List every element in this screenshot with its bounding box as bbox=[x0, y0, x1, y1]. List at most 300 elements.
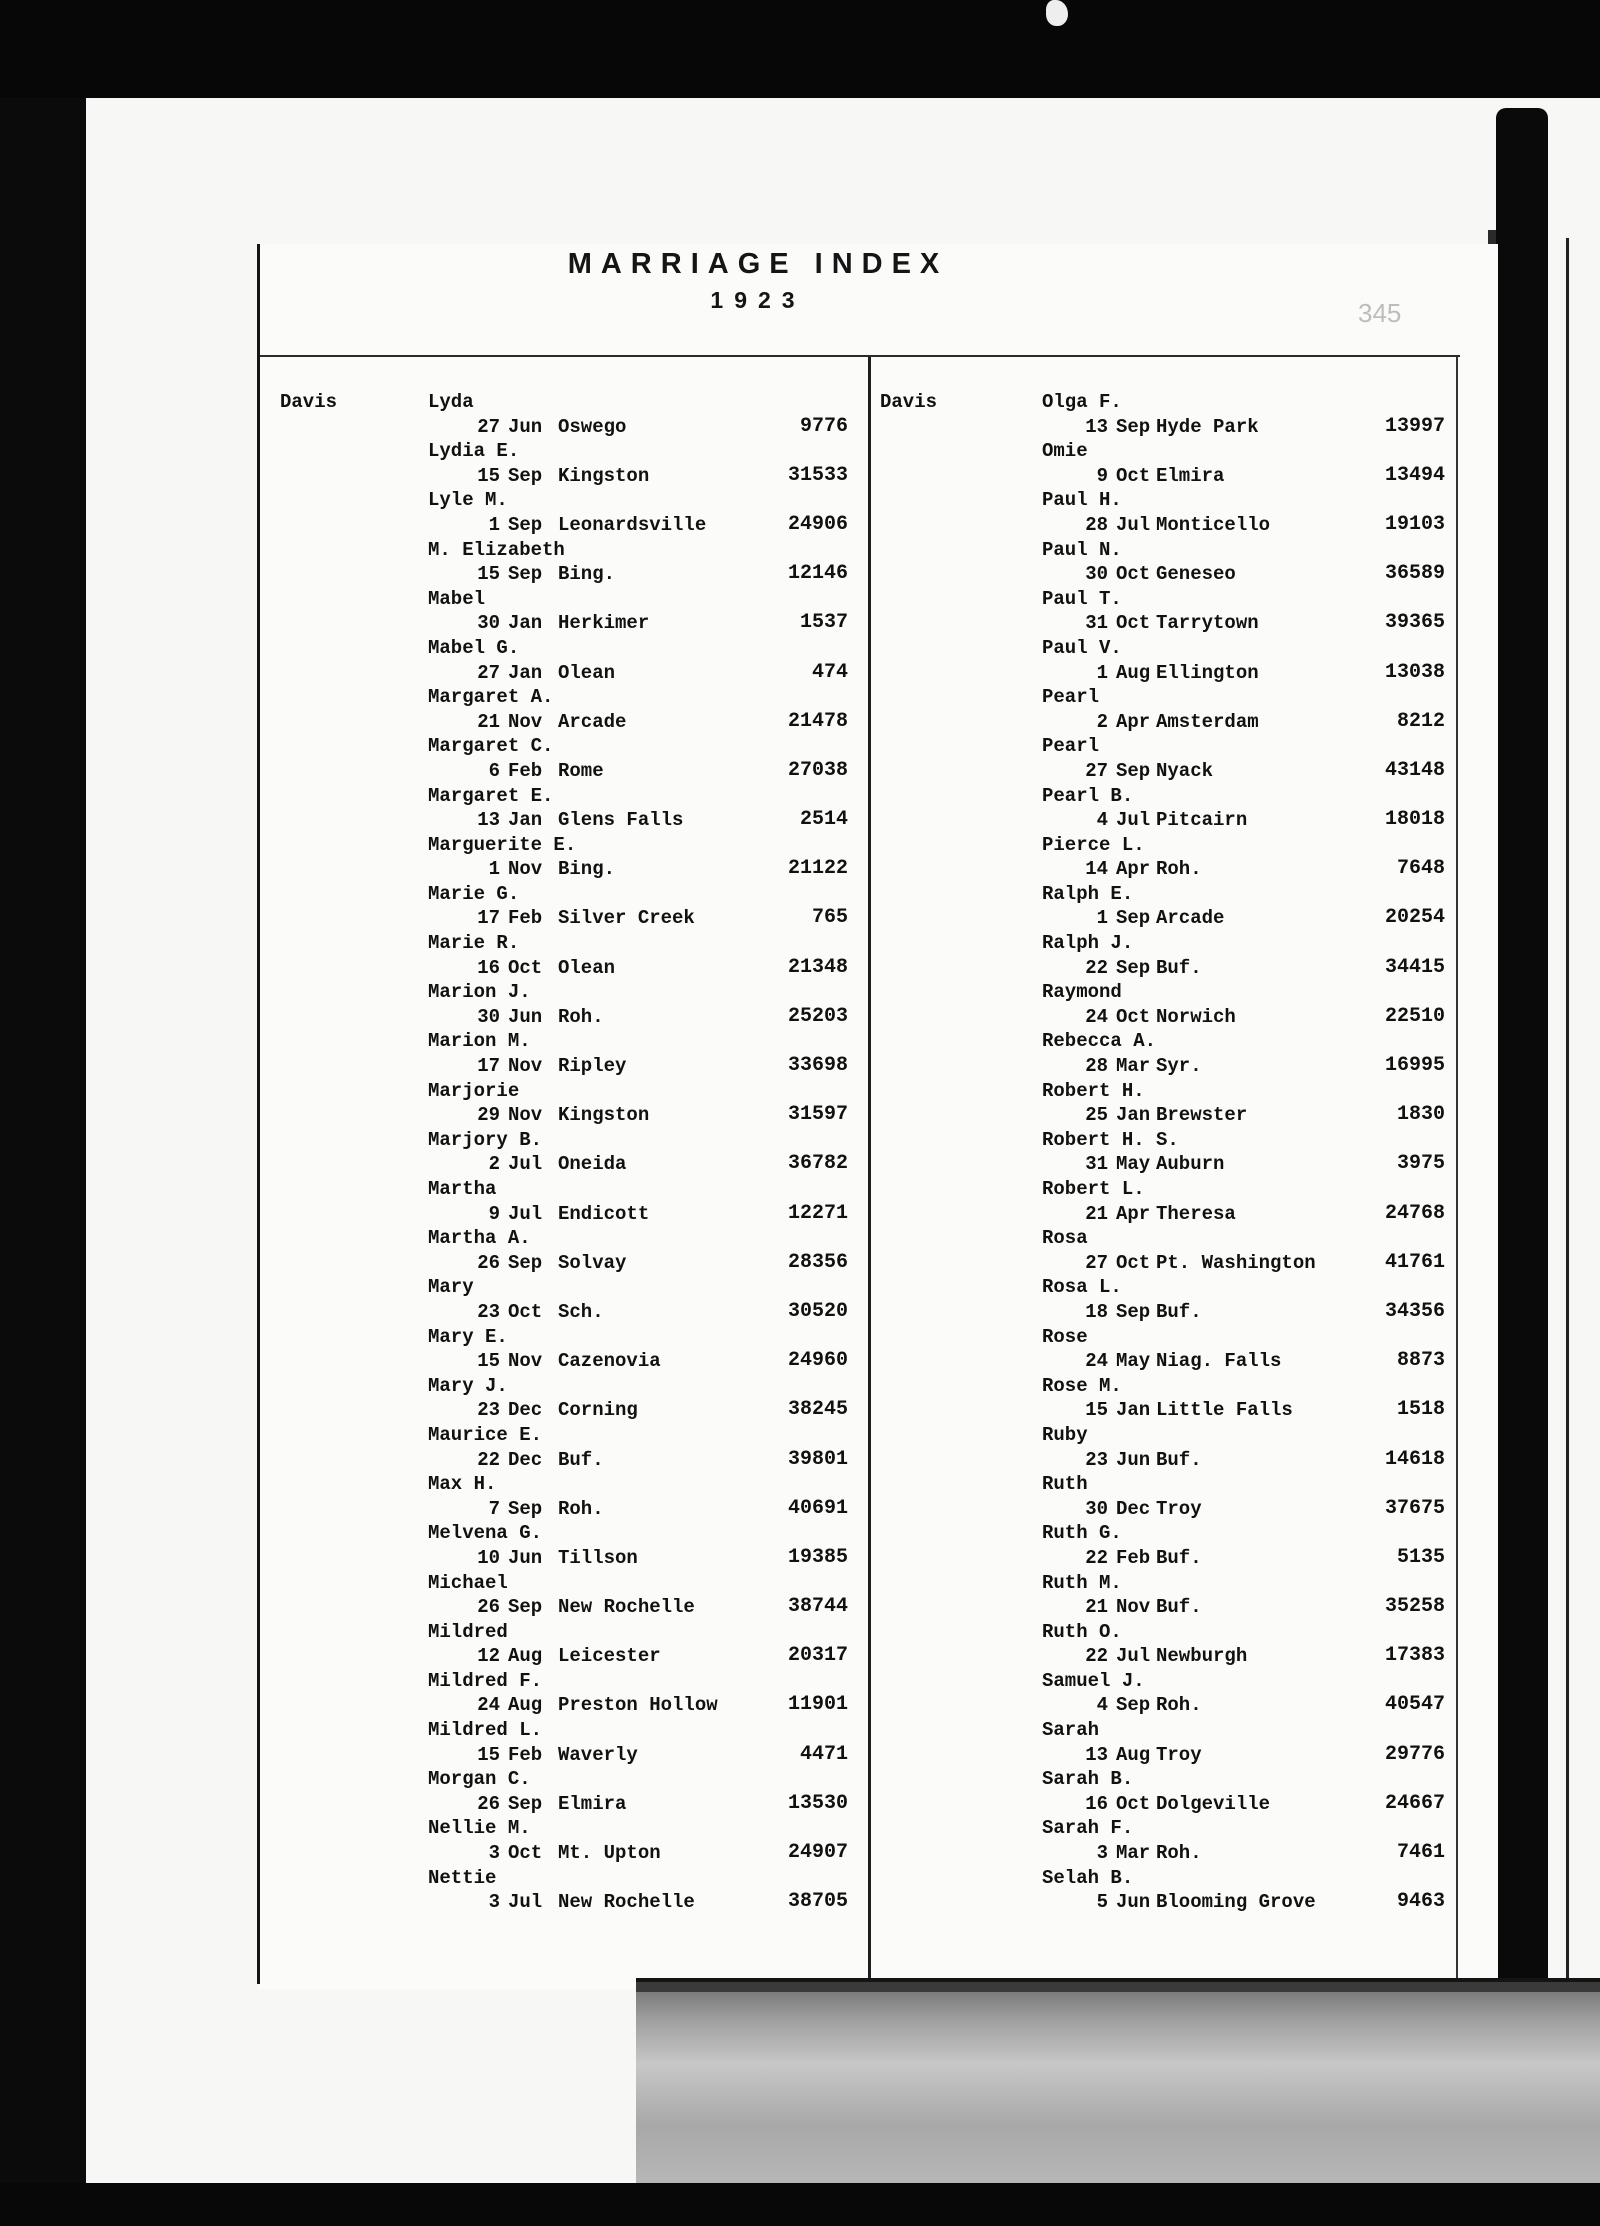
entry-name-line bbox=[870, 1226, 1460, 1251]
certificate-number: 29776 bbox=[1384, 1742, 1445, 1766]
marriage-month: Oct bbox=[508, 1842, 543, 1865]
header-rule bbox=[260, 355, 1460, 357]
given-name: Rebecca A. bbox=[1042, 1030, 1157, 1053]
marriage-day: 21 bbox=[1085, 1202, 1108, 1225]
entry-detail-line bbox=[870, 1792, 1460, 1817]
marriage-place: Oswego bbox=[558, 415, 627, 438]
scan-border-bottom bbox=[0, 2183, 1600, 2226]
entry-name-line bbox=[870, 1767, 1460, 1792]
entry-name-line bbox=[870, 1275, 1460, 1300]
entry-detail-line bbox=[258, 464, 868, 489]
certificate-number: 12271 bbox=[787, 1201, 848, 1225]
entry-detail-line bbox=[258, 808, 868, 833]
entry-name-line bbox=[870, 1620, 1460, 1645]
entry-name-line bbox=[870, 784, 1460, 809]
scan-smudge bbox=[1046, 0, 1068, 26]
given-name: Mildred L. bbox=[428, 1719, 543, 1742]
entry-detail-line bbox=[258, 1595, 868, 1620]
given-name: Margaret E. bbox=[428, 784, 554, 807]
entry-detail-line bbox=[870, 1349, 1460, 1374]
given-name: Mary J. bbox=[428, 1374, 508, 1397]
certificate-number: 9776 bbox=[799, 414, 848, 438]
given-name: Sarah bbox=[1042, 1719, 1100, 1742]
marriage-month: Jun bbox=[508, 1005, 543, 1028]
entry-detail-line bbox=[870, 1103, 1460, 1128]
marriage-place: Niag. Falls bbox=[1156, 1350, 1282, 1373]
marriage-month: Nov bbox=[508, 1055, 543, 1078]
binding-bar bbox=[1496, 108, 1548, 1978]
marriage-day: 22 bbox=[1085, 956, 1108, 979]
marriage-place: Buf. bbox=[1156, 1596, 1202, 1619]
given-name: Lyda bbox=[428, 391, 474, 413]
given-name: Ralph J. bbox=[1042, 932, 1134, 955]
marriage-day: 5 bbox=[1096, 1891, 1108, 1914]
marriage-month: Jan bbox=[508, 809, 543, 832]
certificate-number: 19385 bbox=[787, 1545, 848, 1569]
marriage-place: Bing. bbox=[558, 858, 616, 881]
marriage-place: Silver Creek bbox=[558, 907, 695, 930]
given-name: Michael bbox=[428, 1571, 508, 1594]
marriage-day: 23 bbox=[477, 1399, 500, 1422]
marriage-month: Apr bbox=[1116, 1202, 1151, 1225]
marriage-day: 24 bbox=[1085, 1350, 1108, 1373]
entry-detail-line bbox=[870, 710, 1460, 735]
entry-detail-line bbox=[870, 759, 1460, 784]
entry-name-line bbox=[870, 1669, 1460, 1694]
entry-detail-line bbox=[870, 415, 1460, 440]
marriage-day: 3 bbox=[488, 1842, 500, 1865]
surname-label: Davis bbox=[880, 391, 938, 413]
marriage-month: Jun bbox=[508, 1546, 543, 1569]
marriage-month: Jan bbox=[1116, 1104, 1151, 1127]
certificate-number: 1518 bbox=[1396, 1398, 1445, 1422]
marriage-day: 24 bbox=[1085, 1005, 1108, 1028]
entry-name-line bbox=[258, 636, 868, 661]
marriage-month: Nov bbox=[508, 1350, 543, 1373]
marriage-place: Syr. bbox=[1156, 1055, 1202, 1078]
given-name: Pearl B. bbox=[1042, 784, 1134, 807]
given-name: Lyle M. bbox=[428, 489, 508, 512]
marriage-month: Nov bbox=[508, 858, 543, 881]
marriage-month: Sep bbox=[1116, 956, 1151, 979]
scan-border-top bbox=[0, 0, 1600, 98]
given-name: Rose bbox=[1042, 1325, 1088, 1348]
certificate-number: 31533 bbox=[787, 463, 848, 487]
given-name: Mary bbox=[428, 1276, 474, 1299]
marriage-day: 4 bbox=[1096, 1694, 1108, 1717]
marriage-day: 16 bbox=[1085, 1792, 1108, 1815]
marriage-place: Ellington bbox=[1156, 661, 1259, 684]
marriage-month: Nov bbox=[508, 1104, 543, 1127]
marriage-day: 15 bbox=[477, 1743, 500, 1766]
given-name: Lydia E. bbox=[428, 440, 520, 463]
entry-name-line bbox=[870, 439, 1460, 464]
entry-name-line bbox=[870, 587, 1460, 612]
entry-name-line bbox=[258, 390, 868, 415]
certificate-number: 14618 bbox=[1384, 1447, 1445, 1471]
given-name: Martha A. bbox=[428, 1227, 531, 1250]
entry-name-line bbox=[870, 1029, 1460, 1054]
entry-name-line bbox=[258, 1816, 868, 1841]
marriage-place: Roh. bbox=[558, 1005, 604, 1028]
certificate-number: 24667 bbox=[1384, 1791, 1445, 1815]
entry-name-line bbox=[258, 931, 868, 956]
certificate-number: 1830 bbox=[1396, 1103, 1445, 1127]
given-name: Ruby bbox=[1042, 1423, 1088, 1446]
given-name: Samuel J. bbox=[1042, 1669, 1145, 1692]
entry-detail-line bbox=[258, 857, 868, 882]
marriage-place: Preston Hollow bbox=[558, 1694, 718, 1717]
marriage-place: Herkimer bbox=[558, 612, 650, 635]
entry-name-line bbox=[870, 488, 1460, 513]
given-name: Ruth bbox=[1042, 1473, 1088, 1496]
marriage-month: Jan bbox=[508, 612, 543, 635]
entry-detail-line bbox=[258, 1202, 868, 1227]
marriage-day: 12 bbox=[477, 1645, 500, 1668]
marriage-day: 21 bbox=[477, 710, 500, 733]
marriage-day: 31 bbox=[1085, 612, 1108, 635]
entry-detail-line bbox=[870, 1251, 1460, 1276]
given-name: Omie bbox=[1042, 440, 1088, 463]
marriage-day: 23 bbox=[477, 1300, 500, 1323]
marriage-day: 1 bbox=[1096, 661, 1108, 684]
marriage-place: Buf. bbox=[1156, 1448, 1202, 1471]
entry-detail-line bbox=[870, 562, 1460, 587]
marriage-month: Sep bbox=[508, 1251, 543, 1274]
marriage-place: Buf. bbox=[1156, 1300, 1202, 1323]
marriage-place: Leicester bbox=[558, 1645, 661, 1668]
marriage-day: 27 bbox=[477, 661, 500, 684]
marriage-month: Sep bbox=[508, 1792, 543, 1815]
given-name: Mildred F. bbox=[428, 1669, 543, 1692]
certificate-number: 34415 bbox=[1384, 955, 1445, 979]
entry-detail-line bbox=[870, 1546, 1460, 1571]
marriage-month: Jul bbox=[1116, 809, 1151, 832]
entry-name-line bbox=[258, 439, 868, 464]
marriage-month: Sep bbox=[1116, 907, 1151, 930]
entry-name-line bbox=[870, 1423, 1460, 1448]
entry-detail-line bbox=[870, 513, 1460, 538]
marriage-place: Nyack bbox=[1156, 759, 1214, 782]
marriage-month: Jul bbox=[1116, 1645, 1151, 1668]
marriage-month: Sep bbox=[508, 1497, 543, 1520]
given-name: Morgan C. bbox=[428, 1768, 531, 1791]
marriage-day: 31 bbox=[1085, 1153, 1108, 1176]
certificate-number: 7461 bbox=[1396, 1841, 1445, 1865]
entry-name-line bbox=[870, 1521, 1460, 1546]
marriage-place: Mt. Upton bbox=[558, 1842, 661, 1865]
marriage-place: Arcade bbox=[1156, 907, 1225, 930]
entry-name-line bbox=[870, 1177, 1460, 1202]
marriage-day: 1 bbox=[488, 858, 500, 881]
marriage-day: 13 bbox=[477, 809, 500, 832]
entry-detail-line bbox=[258, 1841, 868, 1866]
marriage-place: Rome bbox=[558, 759, 604, 782]
marriage-place: Arcade bbox=[558, 710, 627, 733]
entry-name-line bbox=[258, 1718, 868, 1743]
given-name: Maurice E. bbox=[428, 1423, 543, 1446]
marriage-day: 28 bbox=[1085, 1055, 1108, 1078]
entry-detail-line bbox=[258, 1054, 868, 1079]
marriage-day: 30 bbox=[1085, 1497, 1108, 1520]
certificate-number: 11901 bbox=[787, 1693, 848, 1717]
marriage-place: Roh. bbox=[1156, 858, 1202, 881]
entry-name-line bbox=[258, 1472, 868, 1497]
given-name: Pierce L. bbox=[1042, 833, 1145, 856]
given-name: Mabel bbox=[428, 587, 486, 610]
marriage-month: Jun bbox=[508, 415, 543, 438]
marriage-place: Buf. bbox=[1156, 956, 1202, 979]
marriage-month: Jan bbox=[508, 661, 543, 684]
entry-detail-line bbox=[258, 1398, 868, 1423]
certificate-number: 39801 bbox=[787, 1447, 848, 1471]
entry-name-line bbox=[258, 488, 868, 513]
entry-name-line bbox=[870, 390, 1460, 415]
marriage-place: Blooming Grove bbox=[1156, 1891, 1316, 1914]
marriage-month: Oct bbox=[1116, 1251, 1151, 1274]
marriage-month: Sep bbox=[1116, 415, 1151, 438]
given-name: Ruth M. bbox=[1042, 1571, 1122, 1594]
certificate-number: 2514 bbox=[799, 808, 848, 832]
given-name: Marjorie bbox=[428, 1079, 520, 1102]
entry-name-line bbox=[870, 1571, 1460, 1596]
marriage-day: 27 bbox=[1085, 759, 1108, 782]
given-name: Ruth O. bbox=[1042, 1620, 1122, 1643]
marriage-month: Aug bbox=[508, 1694, 543, 1717]
marriage-place: Corning bbox=[558, 1399, 638, 1422]
entry-detail-line bbox=[258, 1005, 868, 1030]
certificate-number: 40691 bbox=[787, 1496, 848, 1520]
given-name: Marie R. bbox=[428, 932, 520, 955]
entry-name-line bbox=[258, 1669, 868, 1694]
certificate-number: 24906 bbox=[787, 512, 848, 536]
entry-detail-line bbox=[258, 1448, 868, 1473]
given-name: Robert H. S. bbox=[1042, 1128, 1179, 1151]
marriage-place: Geneseo bbox=[1156, 563, 1236, 586]
marriage-place: Monticello bbox=[1156, 513, 1271, 536]
entry-name-line bbox=[258, 1226, 868, 1251]
marriage-day: 21 bbox=[1085, 1596, 1108, 1619]
marriage-day: 2 bbox=[1096, 710, 1108, 733]
entry-detail-line bbox=[258, 513, 868, 538]
marriage-day: 30 bbox=[477, 1005, 500, 1028]
marriage-place: Leonardsville bbox=[558, 513, 707, 536]
marriage-place: Pt. Washington bbox=[1156, 1251, 1316, 1274]
marriage-day: 3 bbox=[1096, 1842, 1108, 1865]
marriage-month: May bbox=[1116, 1350, 1151, 1373]
marriage-month: Mar bbox=[1116, 1842, 1151, 1865]
entry-name-line bbox=[870, 734, 1460, 759]
given-name: Marjory B. bbox=[428, 1128, 543, 1151]
certificate-number: 4471 bbox=[799, 1742, 848, 1766]
marriage-day: 26 bbox=[477, 1596, 500, 1619]
certificate-number: 1537 bbox=[799, 611, 848, 635]
given-name: Mildred bbox=[428, 1620, 508, 1643]
marriage-month: May bbox=[1116, 1153, 1151, 1176]
marriage-place: Buf. bbox=[558, 1448, 604, 1471]
marriage-month: Oct bbox=[1116, 1792, 1151, 1815]
given-name: Melvena G. bbox=[428, 1522, 543, 1545]
marriage-place: Cazenovia bbox=[558, 1350, 661, 1373]
given-name: Rosa bbox=[1042, 1227, 1088, 1250]
certificate-number: 24768 bbox=[1384, 1201, 1445, 1225]
marriage-day: 17 bbox=[477, 1055, 500, 1078]
entry-name-line bbox=[258, 1767, 868, 1792]
certificate-number: 474 bbox=[811, 660, 848, 684]
entry-detail-line bbox=[870, 1054, 1460, 1079]
entry-name-line bbox=[870, 1816, 1460, 1841]
certificate-number: 25203 bbox=[787, 1004, 848, 1028]
certificate-number: 19103 bbox=[1384, 512, 1445, 536]
given-name: Marguerite E. bbox=[428, 833, 577, 856]
left-entries bbox=[258, 390, 868, 1915]
entry-name-line bbox=[870, 882, 1460, 907]
entry-name-line bbox=[258, 1423, 868, 1448]
entry-name-line bbox=[258, 587, 868, 612]
entry-detail-line bbox=[258, 1300, 868, 1325]
marriage-day: 17 bbox=[477, 907, 500, 930]
marriage-month: Dec bbox=[508, 1448, 543, 1471]
entry-name-line bbox=[258, 833, 868, 858]
certificate-number: 37675 bbox=[1384, 1496, 1445, 1520]
marriage-place: Kingston bbox=[558, 464, 650, 487]
certificate-number: 34356 bbox=[1384, 1299, 1445, 1323]
certificate-number: 24960 bbox=[787, 1349, 848, 1373]
entry-name-line bbox=[258, 1571, 868, 1596]
entry-name-line bbox=[258, 1177, 868, 1202]
entry-detail-line bbox=[870, 1644, 1460, 1669]
marriage-month: Jun bbox=[1116, 1448, 1151, 1471]
certificate-number: 43148 bbox=[1384, 758, 1445, 782]
marriage-month: Sep bbox=[1116, 1694, 1151, 1717]
marriage-day: 25 bbox=[1085, 1104, 1108, 1127]
given-name: Olga F. bbox=[1042, 391, 1122, 413]
entry-detail-line bbox=[258, 759, 868, 784]
given-name: Paul T. bbox=[1042, 587, 1122, 610]
marriage-place: Troy bbox=[1156, 1497, 1202, 1520]
right-entries bbox=[870, 390, 1460, 1915]
marriage-day: 30 bbox=[1085, 563, 1108, 586]
certificate-number: 38705 bbox=[787, 1890, 848, 1914]
entry-detail-line bbox=[870, 906, 1460, 931]
entry-detail-line bbox=[258, 415, 868, 440]
marriage-place: Troy bbox=[1156, 1743, 1202, 1766]
given-name: M. Elizabeth bbox=[428, 538, 565, 561]
given-name: Sarah F. bbox=[1042, 1817, 1134, 1840]
marriage-place: Ripley bbox=[558, 1055, 627, 1078]
marriage-month: Sep bbox=[508, 563, 543, 586]
marriage-month: Feb bbox=[1116, 1546, 1151, 1569]
overlapping-paper bbox=[636, 1978, 1600, 2187]
marriage-place: Elmira bbox=[1156, 464, 1225, 487]
marriage-place: Kingston bbox=[558, 1104, 650, 1127]
certificate-number: 7648 bbox=[1396, 857, 1445, 881]
marriage-day: 14 bbox=[1085, 858, 1108, 881]
marriage-day: 15 bbox=[477, 1350, 500, 1373]
marriage-place: Elmira bbox=[558, 1792, 627, 1815]
given-name: Margaret A. bbox=[428, 686, 554, 709]
entry-detail-line bbox=[870, 1743, 1460, 1768]
marriage-month: Mar bbox=[1116, 1055, 1151, 1078]
marriage-month: Aug bbox=[1116, 1743, 1151, 1766]
marriage-day: 24 bbox=[477, 1694, 500, 1717]
marriage-place: Tarrytown bbox=[1156, 612, 1259, 635]
marriage-month: Oct bbox=[508, 1300, 543, 1323]
marriage-day: 3 bbox=[488, 1891, 500, 1914]
certificate-number: 28356 bbox=[787, 1250, 848, 1274]
entry-name-line bbox=[258, 1620, 868, 1645]
entry-detail-line bbox=[258, 661, 868, 686]
certificate-number: 20254 bbox=[1384, 906, 1445, 930]
marriage-place: Roh. bbox=[558, 1497, 604, 1520]
marriage-day: 30 bbox=[477, 612, 500, 635]
entry-detail-line bbox=[258, 1103, 868, 1128]
entry-detail-line bbox=[258, 1890, 868, 1915]
entry-detail-line bbox=[258, 956, 868, 981]
entry-detail-line bbox=[258, 1792, 868, 1817]
given-name: Robert L. bbox=[1042, 1178, 1145, 1200]
certificate-number: 9463 bbox=[1396, 1890, 1445, 1914]
entry-detail-line bbox=[870, 857, 1460, 882]
given-name: Sarah B. bbox=[1042, 1768, 1134, 1791]
certificate-number: 38245 bbox=[787, 1398, 848, 1422]
certificate-number: 36589 bbox=[1384, 562, 1445, 586]
entry-detail-line bbox=[870, 464, 1460, 489]
certificate-number: 38744 bbox=[787, 1595, 848, 1619]
marriage-month: Jun bbox=[1116, 1891, 1151, 1914]
marriage-month: Jan bbox=[1116, 1399, 1151, 1422]
marriage-place: Bing. bbox=[558, 563, 616, 586]
entry-name-line bbox=[258, 1275, 868, 1300]
marriage-place: Roh. bbox=[1156, 1842, 1202, 1865]
marriage-month: Sep bbox=[508, 464, 543, 487]
marriage-month: Jul bbox=[508, 1153, 543, 1176]
surname-label: Davis bbox=[280, 391, 338, 413]
certificate-number: 35258 bbox=[1384, 1595, 1445, 1619]
marriage-month: Sep bbox=[1116, 759, 1151, 782]
given-name: Ruth G. bbox=[1042, 1522, 1122, 1545]
entry-detail-line bbox=[258, 562, 868, 587]
entry-name-line bbox=[870, 931, 1460, 956]
entry-detail-line bbox=[870, 1005, 1460, 1030]
entry-name-line bbox=[258, 685, 868, 710]
entry-detail-line bbox=[870, 1152, 1460, 1177]
marriage-day: 13 bbox=[1085, 415, 1108, 438]
entry-detail-line bbox=[870, 1497, 1460, 1522]
given-name: Marion J. bbox=[428, 981, 531, 1004]
marriage-place: Sch. bbox=[558, 1300, 604, 1323]
marriage-place: Roh. bbox=[1156, 1694, 1202, 1717]
certificate-number: 24907 bbox=[787, 1841, 848, 1865]
entry-name-line bbox=[258, 1079, 868, 1104]
marriage-month: Oct bbox=[1116, 1005, 1151, 1028]
entry-name-line bbox=[870, 1472, 1460, 1497]
given-name: Pearl bbox=[1042, 735, 1100, 758]
marriage-day: 4 bbox=[1096, 809, 1108, 832]
marriage-month: Oct bbox=[1116, 464, 1151, 487]
marriage-place: Endicott bbox=[558, 1202, 650, 1225]
marriage-day: 9 bbox=[1096, 464, 1108, 487]
entry-name-line bbox=[258, 784, 868, 809]
certificate-number: 22510 bbox=[1384, 1004, 1445, 1028]
given-name: Ralph E. bbox=[1042, 882, 1134, 905]
entry-detail-line bbox=[258, 906, 868, 931]
marriage-month: Aug bbox=[1116, 661, 1151, 684]
certificate-number: 8212 bbox=[1396, 709, 1445, 733]
entry-detail-line bbox=[870, 1841, 1460, 1866]
certificate-number: 16995 bbox=[1384, 1054, 1445, 1078]
marriage-place: Solvay bbox=[558, 1251, 627, 1274]
